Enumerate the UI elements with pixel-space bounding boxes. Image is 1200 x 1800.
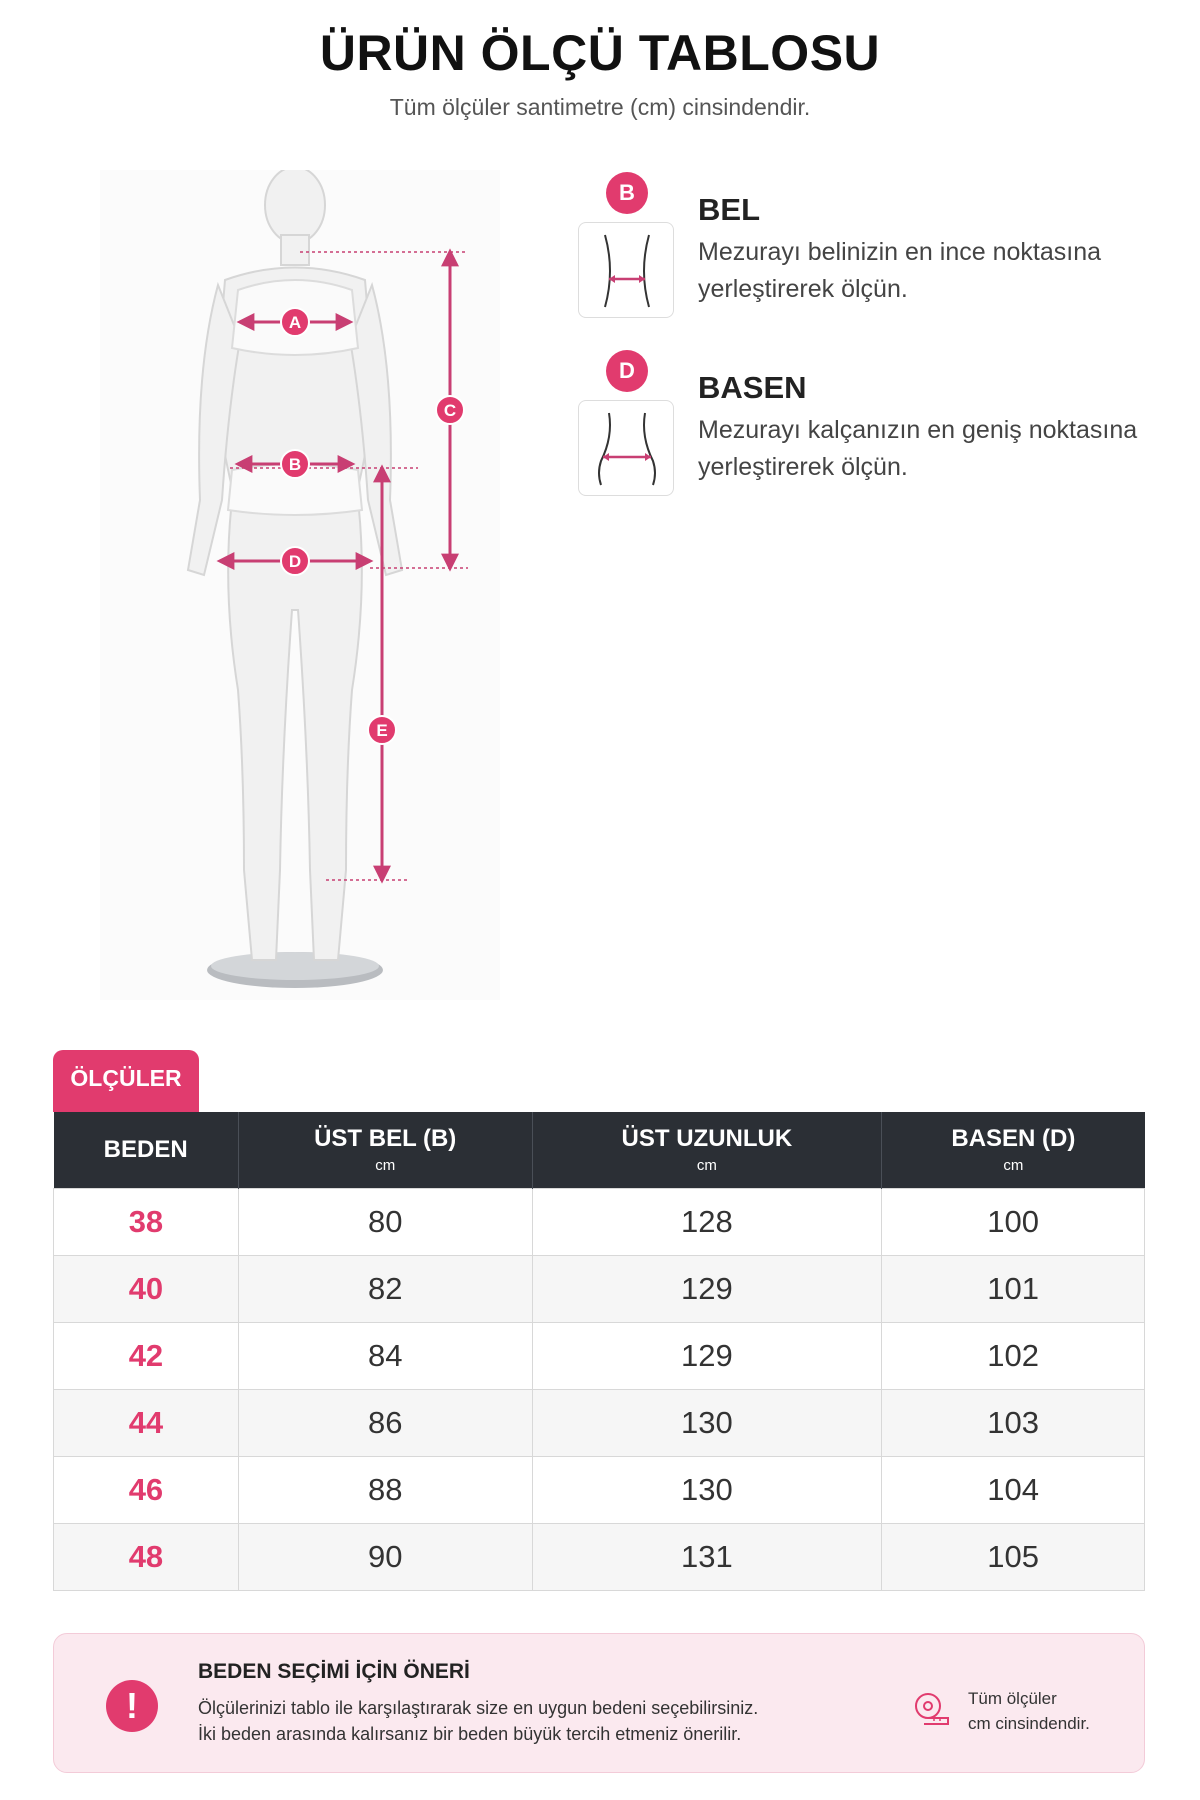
- hip-cell: 105: [882, 1523, 1145, 1590]
- length-cell: 129: [532, 1255, 882, 1322]
- header: [0, 24, 1200, 121]
- hip-cell: 101: [882, 1255, 1145, 1322]
- table-row: [54, 1389, 1145, 1456]
- table-row: [54, 1255, 1145, 1322]
- hip-measure-icon: [578, 400, 674, 496]
- marker-a-label: A: [288, 313, 302, 332]
- size-cell: 38: [54, 1188, 239, 1255]
- waist-cell: 86: [238, 1389, 532, 1456]
- waist-cell: 82: [238, 1255, 532, 1322]
- note-line-2: İki beden arasında kalırsanız bir beden büyük tercih etmeniz önerilir.: [198, 1724, 742, 1744]
- alert-icon: !: [106, 1680, 158, 1732]
- guide-basen: [578, 350, 1158, 510]
- hip-cell: 104: [882, 1456, 1145, 1523]
- column-header-hip: BASEN (D) cm: [882, 1112, 1145, 1188]
- length-cell: 131: [532, 1523, 882, 1590]
- column-unit: cm: [696, 1157, 717, 1175]
- marker-b-label: B: [288, 455, 302, 474]
- hip-cell: 102: [882, 1322, 1145, 1389]
- guide-bel-description: Mezurayı belinizin en ince noktasına yerleştirerek ölçün.: [698, 238, 1102, 303]
- guide-bel-badge: B: [606, 172, 648, 214]
- length-cell: 130: [532, 1456, 882, 1523]
- page-subtitle: Tüm ölçüler santimetre (cm) cinsindendir.: [389, 94, 811, 120]
- size-cell: 44: [54, 1389, 239, 1456]
- column-header-length: ÜST UZUNLUK cm: [532, 1112, 882, 1188]
- size-table: [53, 1112, 1145, 1591]
- length-cell: 128: [532, 1188, 882, 1255]
- guide-basen-title: BASEN: [698, 370, 807, 405]
- size-recommendation-note: [53, 1633, 1145, 1773]
- marker-c-label: C: [443, 401, 457, 420]
- tape-measure-icon: [912, 1688, 952, 1728]
- waist-cell: 84: [238, 1322, 532, 1389]
- note-info-line-2: cm cinsindendir.: [968, 1714, 1090, 1733]
- table-row: [54, 1523, 1145, 1590]
- column-unit: cm: [375, 1157, 396, 1175]
- column-unit: cm: [1003, 1157, 1024, 1175]
- waist-measure-icon: [578, 222, 674, 318]
- size-cell: 40: [54, 1255, 239, 1322]
- guide-basen-badge: D: [606, 350, 648, 392]
- hip-cell: 100: [882, 1188, 1145, 1255]
- marker-e-label: E: [376, 721, 388, 740]
- guide-bel-title: BEL: [698, 192, 760, 227]
- mannequin-svg: [100, 170, 500, 1000]
- waist-cell: 80: [238, 1188, 532, 1255]
- column-header-waist: ÜST BEL (B) cm: [238, 1112, 532, 1188]
- size-cell: 48: [54, 1523, 239, 1590]
- size-cell: 42: [54, 1322, 239, 1389]
- table-row: [54, 1322, 1145, 1389]
- page-title: ÜRÜN ÖLÇÜ TABLOSU: [319, 25, 881, 81]
- guide-basen-description: Mezurayı kalçanızın en geniş noktasına yerleştirerek ölçün.: [698, 416, 1138, 481]
- mannequin-figure: [100, 170, 500, 1000]
- size-cell: 46: [54, 1456, 239, 1523]
- marker-d-label: D: [288, 552, 302, 571]
- hip-cell: 103: [882, 1389, 1145, 1456]
- length-cell: 130: [532, 1389, 882, 1456]
- note-info: [968, 1686, 1090, 1736]
- table-row: [54, 1456, 1145, 1523]
- waist-cell: 90: [238, 1523, 532, 1590]
- waist-cell: 88: [238, 1456, 532, 1523]
- note-title: BEDEN SEÇİMİ İÇİN ÖNERİ: [198, 1660, 470, 1683]
- table-header-row: [54, 1112, 1145, 1188]
- column-header-size: BEDEN: [54, 1112, 239, 1188]
- guide-bel: [578, 172, 1158, 332]
- table-row: [54, 1188, 1145, 1255]
- note-info-line-1: Tüm ölçüler: [968, 1689, 1057, 1708]
- note-line-1: Ölçülerinizi tablo ile karşılaştırarak size en uygun bedeni seçebilirsiniz.: [198, 1698, 759, 1718]
- measurements-tab: ÖLÇÜLER: [53, 1050, 199, 1112]
- length-cell: 129: [532, 1322, 882, 1389]
